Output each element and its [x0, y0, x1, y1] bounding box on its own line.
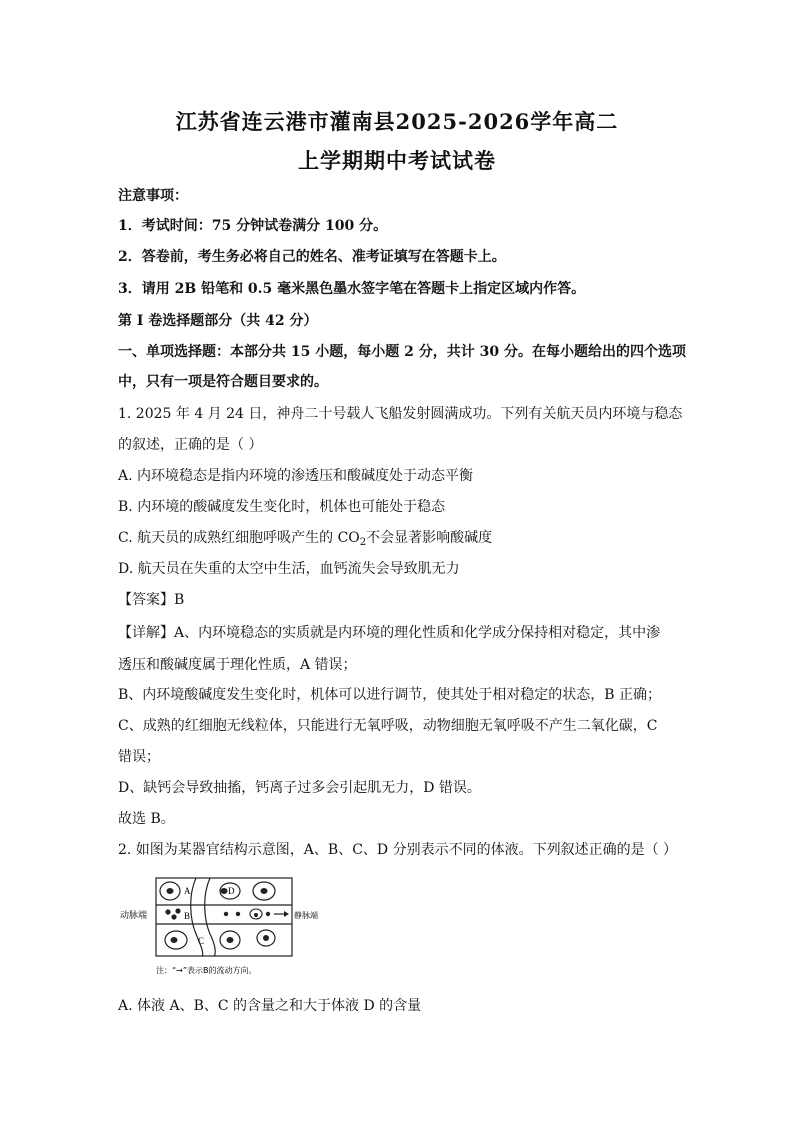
- q1-stem-line-1: 1. 2025 年 4 月 24 日，神舟二十号载人飞船发射圆满成功。下列有关航天员内环境与稳态: [118, 406, 683, 422]
- notice-item-3: 3．请用 2B 铅笔和 0.5 毫米黑色墨水签字笔在答题卡上指定区域内作答。: [118, 281, 586, 297]
- flow-arrow-head: [284, 911, 289, 917]
- exam-title-line-2: 上学期期中考试试卷: [298, 148, 496, 173]
- fluid-label-d: D: [228, 886, 235, 896]
- q1-option-b: B. 内环境的酸碱度发生变化时，机体也可能处于稳态: [118, 499, 446, 515]
- q1-analysis-line-6: D、缺钙会导致抽搐，钙离子过多会引起肌无力，D 错误。: [118, 780, 481, 796]
- fluid-label-c: C: [198, 936, 205, 946]
- cell-nucleus: [227, 937, 234, 943]
- q1-stem-line-2: 的叙述，正确的是（ ）: [118, 437, 263, 453]
- notice-heading: 注意事项：: [118, 188, 188, 204]
- q1-answer: 【答案】B: [118, 592, 185, 608]
- q1-conclusion: 故选 B。: [118, 811, 175, 827]
- blood-cell: [171, 914, 176, 919]
- blood-cell: [266, 912, 270, 916]
- q1-analysis-line-1: 【详解】A、内环境稳态的实质就是内环境的理化性质和化学成分保持相对稳定，其中渗: [118, 625, 661, 641]
- q1-option-d: D. 航天员在失重的太空中生活，血钙流失会导致肌无力: [118, 561, 460, 577]
- fluid-label-a: A: [184, 886, 191, 896]
- figure-note: 注：“→”表示B的流动方向。: [156, 966, 257, 975]
- q1-analysis-line-5: 错误；: [118, 749, 160, 765]
- organ-structure-diagram: [118, 874, 318, 978]
- blood-cell: [254, 913, 258, 917]
- notice-item-1: 1．考试时间：75 分钟试卷满分 100 分。: [118, 218, 388, 234]
- q1-option-c-text: C. 航天员的成熟红细胞呼吸产生的 CO: [118, 530, 360, 546]
- blood-cell: [236, 912, 240, 916]
- cell-nucleus: [261, 888, 268, 894]
- cell-nucleus: [171, 937, 178, 943]
- q1-option-c: [118, 528, 678, 553]
- venous-end-label: 静脉端: [294, 911, 318, 920]
- q1-analysis-line-2: 透压和酸碱度属于理化性质，A 错误；: [118, 657, 357, 673]
- q1-option-c-text-end: 不会显著影响酸碱度: [366, 530, 493, 546]
- q1-option-c-subscript: 2: [359, 537, 367, 548]
- q1-option-a: A. 内环境稳态是指内环境的渗透压和酸碱度处于动态平衡: [118, 468, 474, 484]
- exam-title-line-1: 江苏省连云港市灌南县2025-2026学年高二: [175, 109, 619, 134]
- blood-cell: [165, 909, 170, 914]
- cell-nucleus: [167, 888, 174, 894]
- notice-item-2: 2．答卷前，考生务必将自己的姓名、准考证填写在答题卡上。: [118, 249, 506, 265]
- section-instructions-line-1: 一、单项选择题：本部分共 15 小题，每小题 2 分，共计 30 分。在每小题给出的四个选项: [118, 344, 686, 360]
- section-part-title: 第 I 卷选择题部分（共 42 分）: [118, 313, 318, 329]
- q1-analysis-line-3: B、内环境酸碱度发生变化时，机体可以进行调节，使其处于相对稳定的状态，B 正确；: [118, 687, 662, 703]
- blood-cell: [175, 908, 180, 913]
- q2-stem: 2. 如图为某器官结构示意图，A、B、C、D 分别表示不同的体液。下列叙述正确的是（ ）: [118, 842, 678, 858]
- cell-nucleus: [263, 935, 269, 941]
- q1-analysis-line-4: C、成熟的红细胞无线粒体，只能进行无氧呼吸，动物细胞无氧呼吸不产生二氧化碳，C: [118, 718, 658, 734]
- section-instructions-line-2: 中，只有一项是符合题目要求的。: [118, 374, 328, 390]
- arterial-end-label: 动脉端: [120, 911, 148, 921]
- blood-cell: [224, 912, 228, 916]
- fluid-label-b: B: [184, 911, 191, 921]
- cell-nucleus: [221, 888, 228, 894]
- q2-option-a: A. 体液 A、B、C 的含量之和大于体液 D 的含量: [118, 998, 422, 1014]
- lymph-vessel-right-wall: [205, 878, 215, 956]
